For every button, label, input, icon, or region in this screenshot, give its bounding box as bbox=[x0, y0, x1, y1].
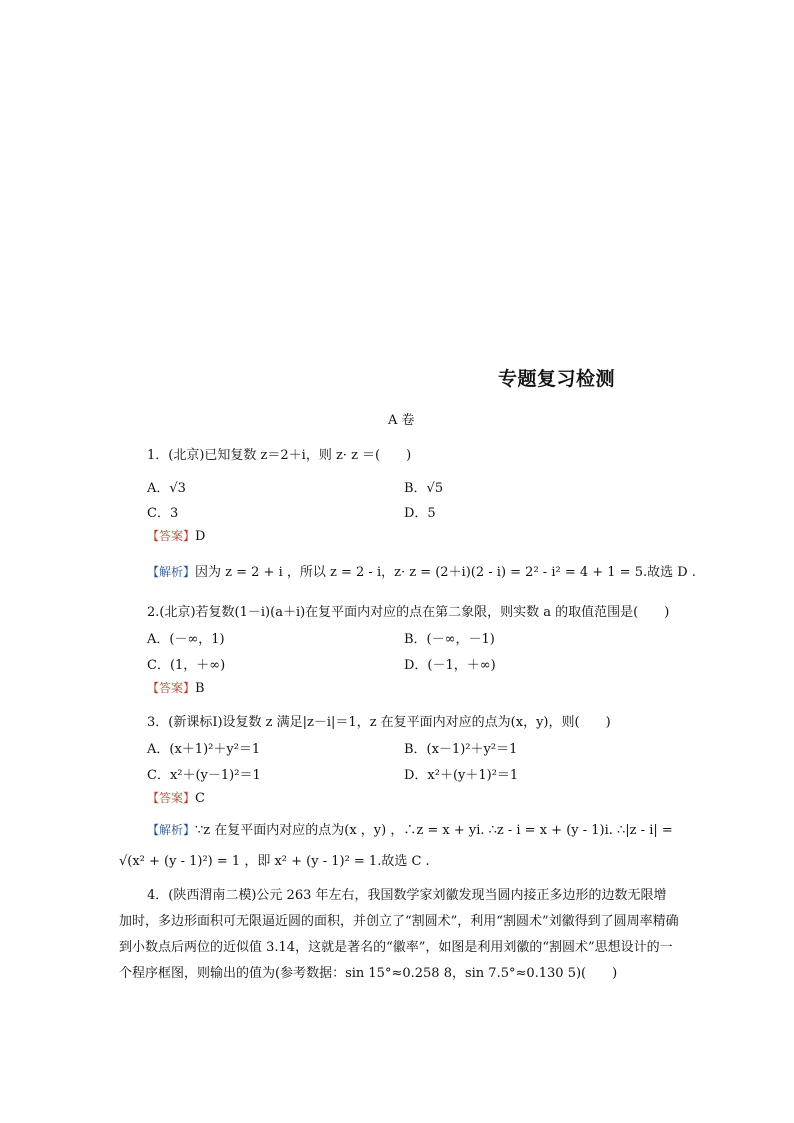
q3-analysis-line2: √(x² + (y - 1)²) = 1 ，即 x² + (y - 1)² = 1.故选 C . bbox=[119, 854, 430, 869]
q3-analysis-line1 bbox=[147, 819, 673, 838]
answer-value: C bbox=[195, 791, 205, 806]
analysis-label: 【解析】 bbox=[147, 823, 196, 837]
answer-value: B bbox=[195, 681, 205, 696]
analysis-text: ∵z 在复平面内对应的点为(x ，y) ，∴z = x + yi. ∴z - i = x + (y - 1)i. ∴|z - i| = bbox=[195, 823, 673, 838]
q2-option-a: A．(－∞，1) bbox=[147, 632, 225, 647]
q3-option-a: A．(x＋1)²＋y²＝1 bbox=[147, 742, 261, 757]
q3-option-c: C．x²＋(y－1)²＝1 bbox=[147, 768, 261, 783]
answer-label: 【答案】 bbox=[147, 791, 196, 805]
q4-text: 4．(陕西渭南二模)公元 263 年左右，我国数学家刘徽发现当圆内接正多边形的边数无限增加时，多边形面积可无限逼近圆的面积，并创立了“割圆术”，利用“割圆术”刘徽得到了圆周率精确到小数点后两位的近似值 3.14，这就是著名的“徽率”，如图是利用刘徽的“割圆术”思想设计的一个程序框图，则输出的值为(参考数据：sin 15°≈0.258 8，sin 7.5°≈0.130 5)( ) bbox=[119, 888, 679, 981]
q1-option-b: B．√5 bbox=[404, 481, 444, 496]
q1-option-c: C．3 bbox=[147, 506, 179, 521]
q2-answer bbox=[147, 679, 205, 696]
q2-option-b: B．(－∞，－1) bbox=[404, 632, 495, 647]
q1-stem: 1．(北京)已知复数 z＝2＋i，则 z· z ＝( ) bbox=[147, 448, 412, 463]
q1-answer bbox=[147, 527, 205, 544]
q3-stem: 3．(新课标Ⅰ)设复数 z 满足|z－i|＝1，z 在复平面内对应的点为(x，y)，则( ) bbox=[147, 715, 611, 730]
section-label: A 卷 bbox=[388, 413, 415, 428]
page-title: 专题复习检测 bbox=[498, 368, 616, 390]
answer-label: 【答案】 bbox=[147, 529, 196, 543]
q3-answer bbox=[147, 789, 205, 806]
q3-option-b: B．(x－1)²＋y²＝1 bbox=[404, 742, 518, 757]
analysis-label: 【解析】 bbox=[147, 565, 196, 579]
q1-option-d: D．5 bbox=[404, 506, 436, 521]
analysis-text: 因为 z = 2 + i ，所以 z = 2 - i，z· z = (2＋i)(2 - i) = 2² - i² = 4 + 1 = 5.故选 D . bbox=[195, 565, 696, 580]
q2-option-d: D．(－1，＋∞) bbox=[404, 658, 496, 673]
q1-analysis bbox=[147, 561, 696, 580]
q2-option-c: C．(1，＋∞) bbox=[147, 658, 226, 673]
q3-option-d: D．x²＋(y＋1)²＝1 bbox=[404, 768, 519, 783]
answer-value: D bbox=[195, 529, 206, 544]
q1-option-a: A．√3 bbox=[147, 481, 186, 496]
q2-stem: 2.(北京)若复数(1－i)(a＋i)在复平面内对应的点在第二象限，则实数 a 的取值范围是( ) bbox=[147, 605, 670, 620]
answer-label: 【答案】 bbox=[147, 681, 196, 695]
